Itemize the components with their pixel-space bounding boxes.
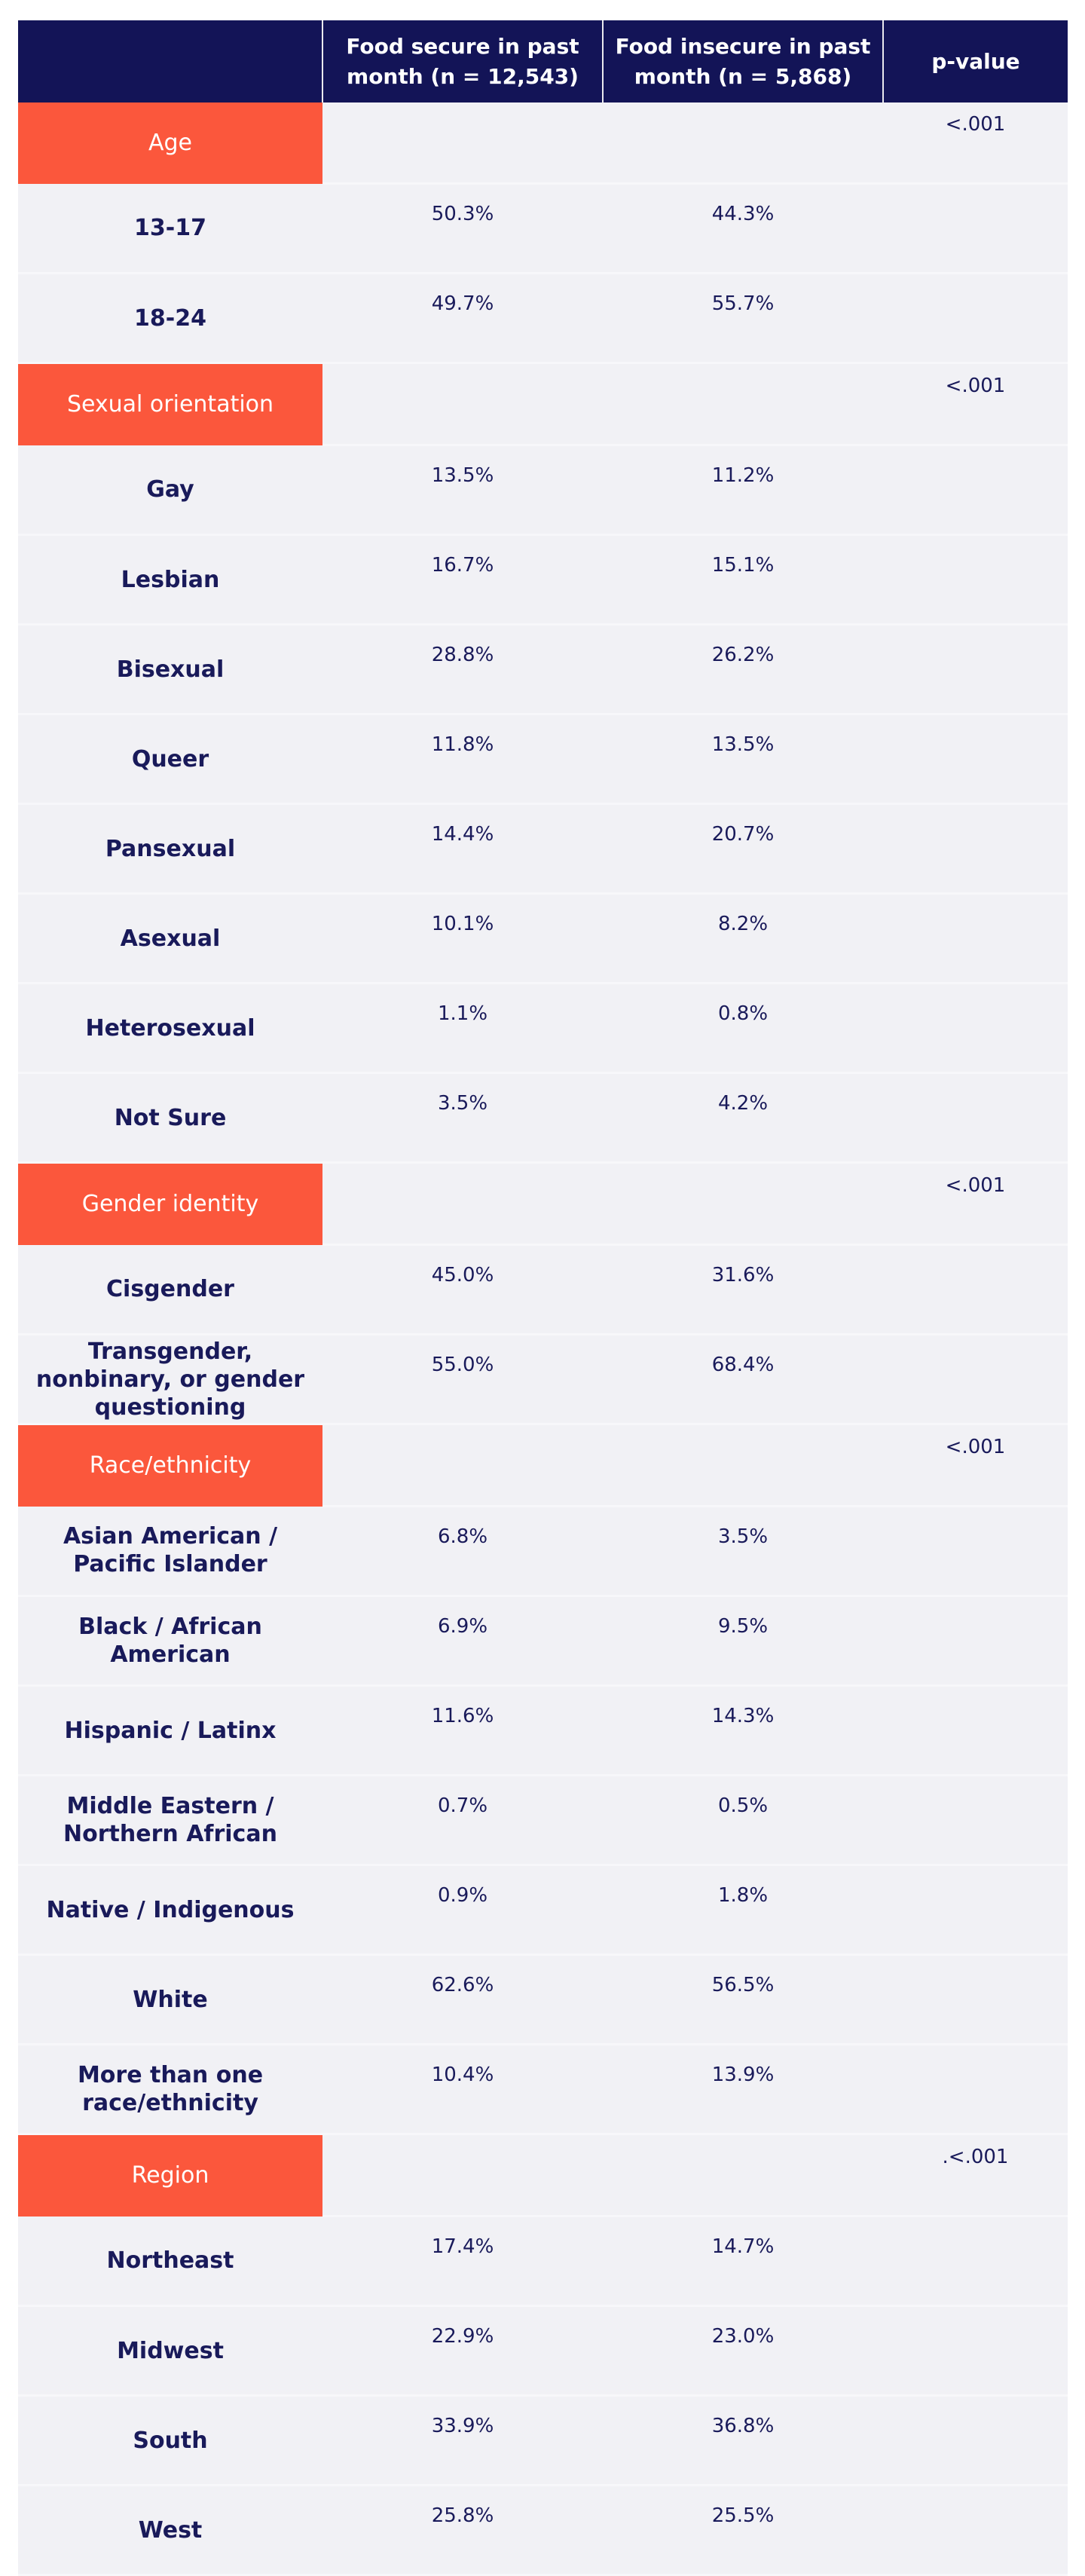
food-secure-value: 33.9% — [322, 2396, 603, 2486]
row-p-value-blank — [883, 714, 1068, 804]
table-row — [18, 804, 1068, 894]
table-row — [18, 2306, 1068, 2396]
food-secure-value: 17.4% — [322, 2217, 603, 2306]
section-blank-secure — [322, 102, 603, 184]
row-p-value-blank — [883, 804, 1068, 894]
row-label: Cisgender — [18, 1245, 322, 1335]
row-label: Middle Eastern / Northern African — [18, 1776, 322, 1865]
food-secure-value: 25.8% — [322, 2486, 603, 2575]
row-p-value-blank — [883, 625, 1068, 714]
row-label: Gay — [18, 445, 322, 535]
food-secure-value: 6.9% — [322, 1596, 603, 1686]
table-row — [18, 1955, 1068, 2045]
section-blank-insecure — [603, 102, 883, 184]
row-p-value-blank — [883, 274, 1068, 363]
food-secure-value: 3.5% — [322, 1073, 603, 1163]
food-secure-value: 13.5% — [322, 445, 603, 535]
table-row — [18, 1073, 1068, 1163]
table-row — [18, 714, 1068, 804]
row-label: Lesbian — [18, 535, 322, 625]
table-row — [18, 274, 1068, 363]
section-title: Age — [18, 102, 322, 184]
table-row — [18, 1596, 1068, 1686]
food-secure-value: 10.4% — [322, 2045, 603, 2134]
food-secure-value: 11.8% — [322, 714, 603, 804]
food-insecure-value: 0.5% — [603, 1776, 883, 1865]
header-food-insecure: Food insecure in past month (n = 5,868) — [603, 20, 883, 102]
table-row — [18, 2396, 1068, 2486]
row-p-value-blank — [883, 2396, 1068, 2486]
food-insecure-value: 4.2% — [603, 1073, 883, 1163]
section-title: Sexual orientation — [18, 363, 322, 445]
row-p-value-blank — [883, 445, 1068, 535]
row-label: Asian American / Pacific Islander — [18, 1507, 322, 1596]
section-row — [18, 102, 1068, 184]
row-p-value-blank — [883, 1507, 1068, 1596]
food-insecure-value: 44.3% — [603, 184, 883, 274]
row-label: Midwest — [18, 2306, 322, 2396]
food-secure-value: 62.6% — [322, 1955, 603, 2045]
header-p-value: p-value — [883, 20, 1068, 102]
food-secure-value: 22.9% — [322, 2306, 603, 2396]
table-body — [18, 102, 1068, 2575]
food-secure-value: 1.1% — [322, 984, 603, 1073]
table-row — [18, 184, 1068, 274]
row-p-value-blank — [883, 894, 1068, 984]
row-label: Black / African American — [18, 1596, 322, 1686]
food-insecure-value: 13.5% — [603, 714, 883, 804]
section-blank-secure — [322, 1424, 603, 1507]
table-row — [18, 625, 1068, 714]
table-row — [18, 1686, 1068, 1776]
row-p-value-blank — [883, 184, 1068, 274]
row-label: White — [18, 1955, 322, 2045]
food-secure-value: 49.7% — [322, 274, 603, 363]
header-food-secure: Food secure in past month (n = 12,543) — [322, 20, 603, 102]
food-insecure-value: 0.8% — [603, 984, 883, 1073]
table-row — [18, 1865, 1068, 1955]
section-blank-insecure — [603, 2134, 883, 2217]
section-title: Region — [18, 2134, 322, 2217]
row-label: Heterosexual — [18, 984, 322, 1073]
table-row — [18, 445, 1068, 535]
row-label: Asexual — [18, 894, 322, 984]
section-p-value: .<.001 — [883, 2134, 1068, 2217]
table-row — [18, 1245, 1068, 1335]
row-p-value-blank — [883, 2486, 1068, 2575]
food-insecure-value: 23.0% — [603, 2306, 883, 2396]
table-row — [18, 1335, 1068, 1424]
row-p-value-blank — [883, 535, 1068, 625]
header-blank — [18, 20, 322, 102]
row-label: South — [18, 2396, 322, 2486]
section-title: Gender identity — [18, 1163, 322, 1245]
table-row — [18, 2045, 1068, 2134]
section-row — [18, 2134, 1068, 2217]
row-p-value-blank — [883, 1955, 1068, 2045]
food-insecure-value: 1.8% — [603, 1865, 883, 1955]
table-row — [18, 1776, 1068, 1865]
row-p-value-blank — [883, 2217, 1068, 2306]
section-p-value: <.001 — [883, 363, 1068, 445]
food-insecure-value: 11.2% — [603, 445, 883, 535]
food-insecure-value: 14.7% — [603, 2217, 883, 2306]
table-row — [18, 2217, 1068, 2306]
food-insecure-value: 26.2% — [603, 625, 883, 714]
food-insecure-value: 8.2% — [603, 894, 883, 984]
food-secure-value: 0.7% — [322, 1776, 603, 1865]
food-secure-value: 0.9% — [322, 1865, 603, 1955]
row-p-value-blank — [883, 2045, 1068, 2134]
table-header — [18, 20, 1068, 102]
section-title: Race/ethnicity — [18, 1424, 322, 1507]
food-insecure-value: 55.7% — [603, 274, 883, 363]
row-p-value-blank — [883, 1596, 1068, 1686]
row-label: Bisexual — [18, 625, 322, 714]
section-blank-secure — [322, 363, 603, 445]
row-label: 13-17 — [18, 184, 322, 274]
section-blank-secure — [322, 1163, 603, 1245]
section-p-value: <.001 — [883, 1163, 1068, 1245]
food-insecure-value: 9.5% — [603, 1596, 883, 1686]
row-label: Transgender, nonbinary, or gender questioning — [18, 1335, 322, 1424]
food-insecure-value: 31.6% — [603, 1245, 883, 1335]
food-secure-value: 16.7% — [322, 535, 603, 625]
section-blank-insecure — [603, 363, 883, 445]
food-secure-value: 50.3% — [322, 184, 603, 274]
food-secure-value: 28.8% — [322, 625, 603, 714]
row-p-value-blank — [883, 1335, 1068, 1424]
table-row — [18, 894, 1068, 984]
food-insecure-value: 20.7% — [603, 804, 883, 894]
row-p-value-blank — [883, 1245, 1068, 1335]
row-label: Hispanic / Latinx — [18, 1686, 322, 1776]
food-insecure-value: 68.4% — [603, 1335, 883, 1424]
food-secure-value: 11.6% — [322, 1686, 603, 1776]
table-row — [18, 535, 1068, 625]
section-row — [18, 1424, 1068, 1507]
table-row — [18, 1507, 1068, 1596]
row-label: West — [18, 2486, 322, 2575]
section-blank-insecure — [603, 1163, 883, 1245]
row-p-value-blank — [883, 1686, 1068, 1776]
food-secure-value: 55.0% — [322, 1335, 603, 1424]
row-label: Pansexual — [18, 804, 322, 894]
food-insecure-value: 15.1% — [603, 535, 883, 625]
food-insecure-value: 56.5% — [603, 1955, 883, 2045]
table-row — [18, 984, 1068, 1073]
row-label: Not Sure — [18, 1073, 322, 1163]
row-label: More than one race/ethnicity — [18, 2045, 322, 2134]
food-insecure-value: 3.5% — [603, 1507, 883, 1596]
section-p-value: <.001 — [883, 1424, 1068, 1507]
food-insecure-value: 36.8% — [603, 2396, 883, 2486]
row-label: Queer — [18, 714, 322, 804]
food-insecure-value: 13.9% — [603, 2045, 883, 2134]
food-insecure-value: 14.3% — [603, 1686, 883, 1776]
section-p-value: <.001 — [883, 102, 1068, 184]
row-p-value-blank — [883, 1073, 1068, 1163]
food-secure-value: 14.4% — [322, 804, 603, 894]
row-label: Northeast — [18, 2217, 322, 2306]
food-secure-value: 45.0% — [322, 1245, 603, 1335]
demographics-table — [18, 20, 1068, 2576]
row-p-value-blank — [883, 1865, 1068, 1955]
header-row — [18, 20, 1068, 102]
row-p-value-blank — [883, 1776, 1068, 1865]
food-insecure-value: 25.5% — [603, 2486, 883, 2575]
row-label: Native / Indigenous — [18, 1865, 322, 1955]
section-blank-secure — [322, 2134, 603, 2217]
food-secure-value: 10.1% — [322, 894, 603, 984]
section-row — [18, 363, 1068, 445]
row-p-value-blank — [883, 2306, 1068, 2396]
section-row — [18, 1163, 1068, 1245]
table-row — [18, 2486, 1068, 2575]
row-p-value-blank — [883, 984, 1068, 1073]
demographics-table-container — [18, 20, 1068, 2576]
row-label: 18-24 — [18, 274, 322, 363]
section-blank-insecure — [603, 1424, 883, 1507]
food-secure-value: 6.8% — [322, 1507, 603, 1596]
